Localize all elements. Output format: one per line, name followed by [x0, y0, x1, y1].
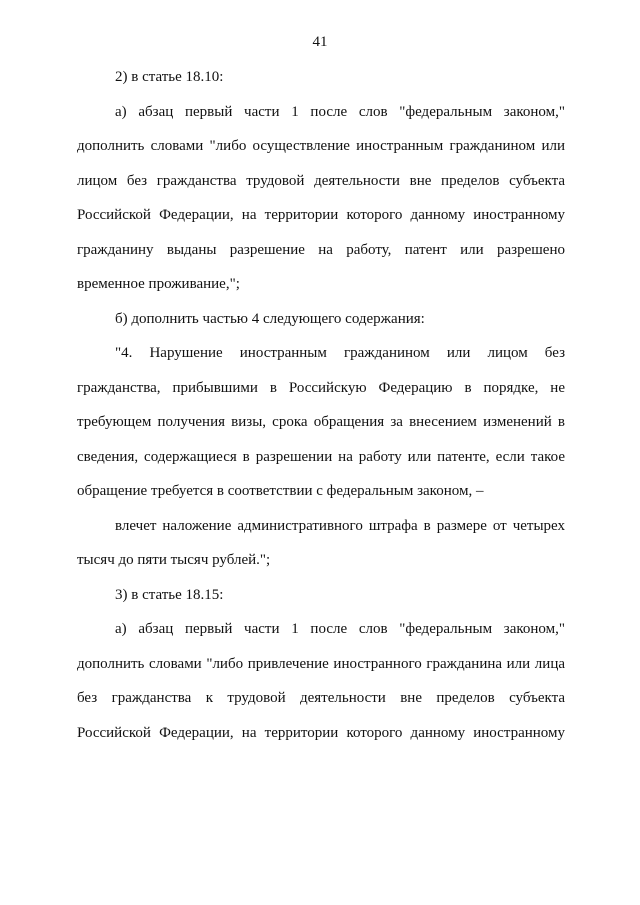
text-line: гражданства, прибывшими в Российскую Федерацию в порядке, не — [77, 379, 565, 396]
text-line: лицом без гражданства трудовой деятельности вне пределов субъекта — [77, 172, 565, 189]
text-line: дополнить словами "либо осуществление иностранным гражданином или — [77, 138, 565, 154]
text-line: тысяч до пяти тысяч рублей."; — [77, 552, 271, 568]
text-line: гражданину выданы разрешение на работу, патент или разрешено — [77, 241, 565, 258]
document-body — [77, 60, 565, 750]
text-line: б) дополнить частью 4 следующего содержания: — [115, 310, 425, 327]
text-line: требующем получения визы, срока обращения за внесением изменений в — [77, 414, 565, 430]
text-line: временное проживание,"; — [77, 276, 240, 292]
text-line: Российской Федерации, на территории которого данному иностранному — [77, 207, 565, 223]
text-line: без гражданства к трудовой деятельности вне пределов субъекта — [77, 690, 565, 706]
text-line: влечет наложение административного штрафа в размере от четырех — [115, 517, 565, 534]
text-line: а) абзац первый части 1 после слов "федеральным законом," — [115, 103, 565, 120]
text-line: 3) в статье 18.15: — [115, 586, 224, 603]
text-line: Российской Федерации, на территории которого данному иностранному — [77, 724, 565, 741]
text-line: обращение требуется в соответствии с федеральным законом, – — [77, 483, 484, 499]
text-line: дополнить словами "либо привлечение иностранного гражданина или лица — [77, 655, 565, 672]
text-line: а) абзац первый части 1 после слов "федеральным законом," — [115, 621, 565, 637]
text-line: 2) в статье 18.10: — [115, 69, 224, 85]
text-line: "4. Нарушение иностранным гражданином или лицом без — [115, 345, 565, 361]
text-line: сведения, содержащиеся в разрешении на работу или патенте, если такое — [77, 448, 565, 465]
page-number: 41 — [312, 34, 328, 50]
